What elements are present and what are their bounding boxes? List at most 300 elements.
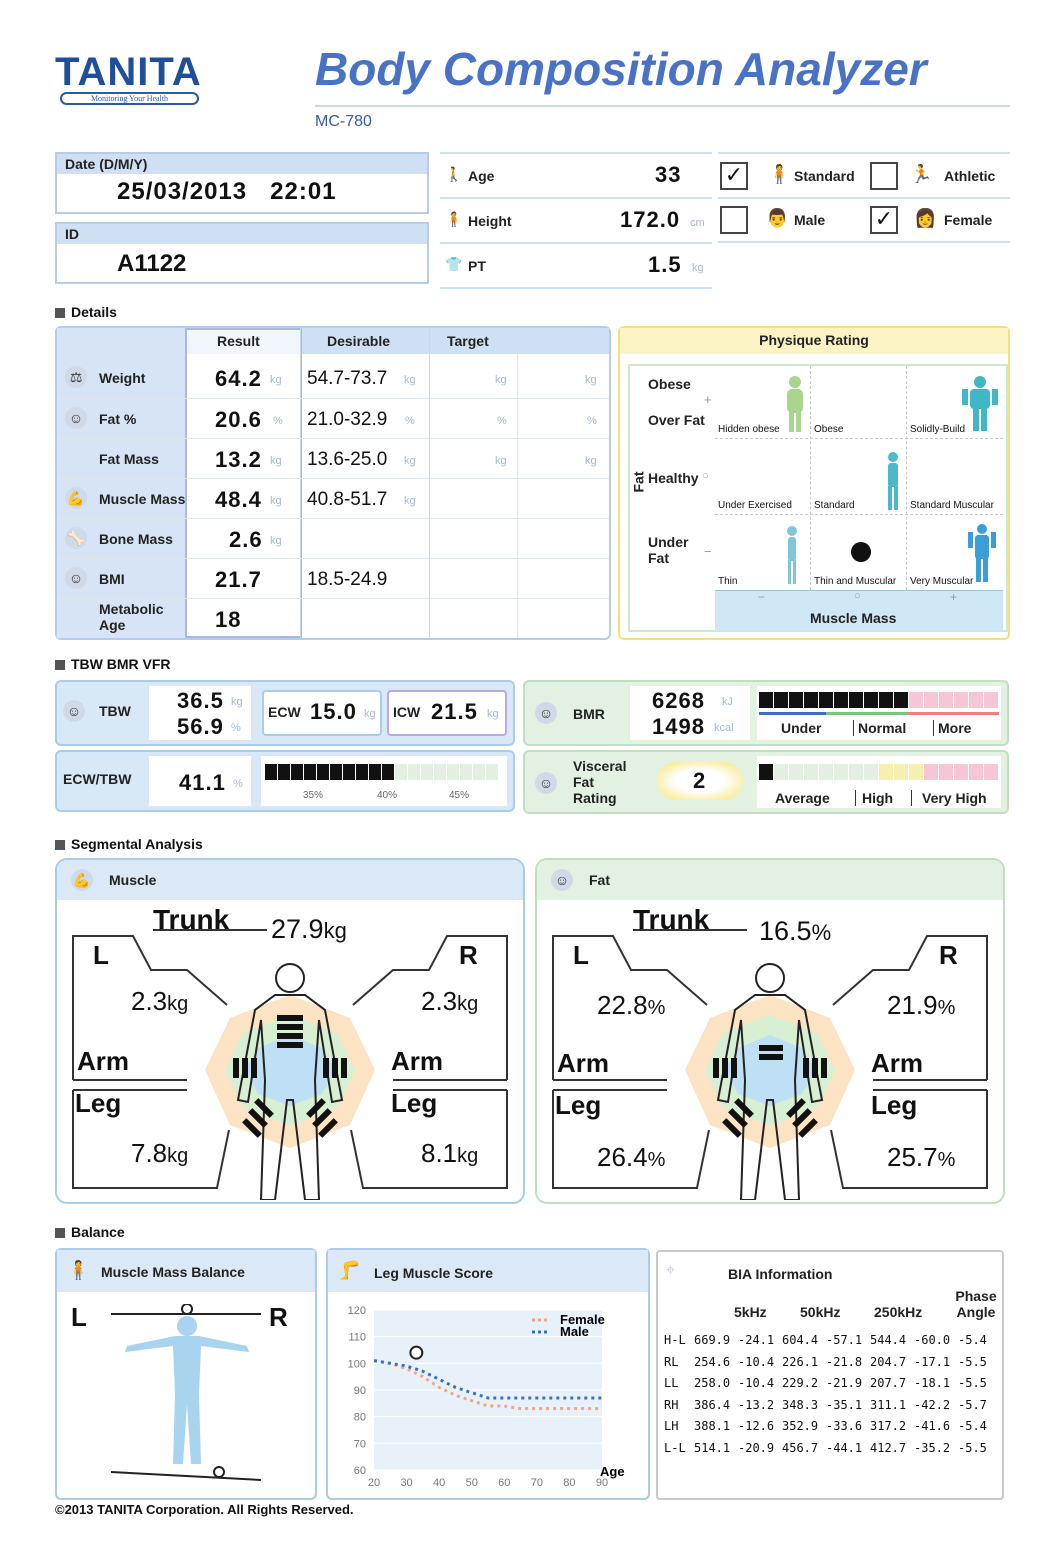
body-fat-icon: ☺ xyxy=(65,407,87,429)
fat-left-arm-unit: % xyxy=(647,997,666,1019)
bia-hl-label: H-L xyxy=(664,1333,686,1347)
tbw-pct-unit: % xyxy=(231,722,241,734)
bar-segment xyxy=(864,764,878,780)
bar-segment xyxy=(759,764,773,780)
bia-l-l-5k-r: 514.1 xyxy=(694,1440,731,1455)
bia-ll-50k-r: 229.2 xyxy=(782,1376,819,1390)
bia-5khz-header: 5kHz xyxy=(734,1304,767,1320)
tick-40: 40% xyxy=(377,790,398,801)
female-icon: 👩 xyxy=(914,208,937,228)
bia-ll-5k-r: 258.0 xyxy=(694,1376,731,1390)
muscle-left-arm-unit: kg xyxy=(167,993,189,1015)
bia-lh-50k-r: 352.9 xyxy=(782,1419,819,1433)
bar-segment xyxy=(789,764,803,780)
bmr-scale-line xyxy=(759,712,999,715)
leg-icon: 🦵 xyxy=(338,1260,361,1280)
fat-right-leg-value xyxy=(887,1142,955,1173)
bia-l-l-label: L-L xyxy=(664,1440,686,1455)
bone-mass-row xyxy=(57,518,609,559)
female-checkbox[interactable]: ✓ xyxy=(870,206,898,234)
bar-segment xyxy=(265,764,277,780)
bia-lh-label: LH xyxy=(664,1419,679,1433)
bia-50khz-header: 50kHz xyxy=(800,1304,841,1320)
fat-pct-label: Fat % xyxy=(99,411,137,427)
cell-under-exercised: Under Exercised xyxy=(718,500,792,511)
muscle-right-arm-number: 2.3 xyxy=(421,986,458,1016)
standard-figure-icon xyxy=(882,450,904,514)
bar-segment xyxy=(434,764,446,780)
bia-rl-50k-r: 226.1 xyxy=(782,1354,819,1369)
fat-right-arm-number: 21.9 xyxy=(887,990,938,1020)
bia-rh-phase: -5.7 xyxy=(958,1397,987,1412)
pt-label: PT xyxy=(468,258,486,274)
bia-rh-50k-x: -35.1 xyxy=(826,1397,863,1412)
fat-mass-unit: kg xyxy=(270,455,282,467)
vfr-very-high: Very High xyxy=(911,790,987,806)
age-row xyxy=(440,154,712,199)
bar-segment xyxy=(460,764,472,780)
bar-segment xyxy=(984,692,998,708)
bia-hl-250k-r: 544.4 xyxy=(870,1333,907,1347)
tbw-body-icon: ☺ xyxy=(63,700,85,722)
fat-pct-row xyxy=(57,398,609,439)
mmb-title: Muscle Mass Balance xyxy=(101,1264,245,1280)
underfat-row-label: Under Fat xyxy=(648,534,689,566)
height-row xyxy=(440,199,712,244)
bia-ll-50k-x: -21.9 xyxy=(826,1376,863,1390)
cell-thin: Thin xyxy=(718,576,738,587)
fat-pct-desirable: 21.0-32.9 xyxy=(307,409,388,430)
bmr-segments xyxy=(759,692,999,713)
male-checkbox[interactable] xyxy=(720,206,748,234)
bar-segment xyxy=(864,692,878,708)
bia-l-l-5k-x: -20.9 xyxy=(738,1440,775,1455)
muscle-trunk-value xyxy=(271,914,347,945)
muscle-axis-minus: − xyxy=(758,590,766,604)
fat-left-leg-value xyxy=(597,1142,665,1173)
bia-hl-50k-x: -57.1 xyxy=(826,1333,863,1347)
bar-segment xyxy=(789,692,803,708)
bia-lh-5k-r: 388.1 xyxy=(694,1419,731,1433)
bia-rl-250k-r: 204.7 xyxy=(870,1354,907,1369)
lms-title: Leg Muscle Score xyxy=(374,1265,494,1281)
bmr-more: More xyxy=(933,720,971,736)
muscle-right-arm-label: Arm xyxy=(391,1046,444,1076)
bar-segment xyxy=(382,764,394,780)
bar-segment xyxy=(278,764,290,780)
muscle-segment-panel xyxy=(55,858,525,1204)
profile-metrics xyxy=(440,152,712,284)
ecw-tbw-value-box xyxy=(149,756,251,806)
muscle-trunk-number: 27.9 xyxy=(271,914,324,944)
female-label: Female xyxy=(944,212,993,228)
bia-row-rh xyxy=(664,1395,987,1417)
fat-right-arm-label: Arm xyxy=(871,1048,924,1078)
fat-mass-desirable-unit: kg xyxy=(404,455,416,467)
fat-axis-zero: ○ xyxy=(702,470,709,482)
bia-rh-5k-x: -13.2 xyxy=(738,1397,775,1412)
metabolic-age-result: 18 xyxy=(215,607,242,632)
bar-segment xyxy=(894,692,908,708)
icw-label: ICW xyxy=(393,704,421,720)
bmr-kj: 6268 xyxy=(652,688,705,713)
ecw-tbw-panel xyxy=(55,750,515,812)
y-tick-label: 60 xyxy=(353,1465,366,1477)
muscle-trunk-unit: kg xyxy=(323,918,347,943)
muscle-left-arm-value xyxy=(131,986,188,1017)
target-header: Target xyxy=(447,333,489,349)
bone-mass-unit: kg xyxy=(270,535,282,547)
x-tick-label: 90 xyxy=(595,1477,609,1489)
bar-segment xyxy=(879,692,893,708)
muscle-mass-axis-label: Muscle Mass xyxy=(810,610,897,626)
x-tick-label: 50 xyxy=(465,1477,478,1489)
report-title: Body Composition Analyzer xyxy=(315,43,927,95)
bia-hl-5k-x: -24.1 xyxy=(738,1333,775,1347)
height-icon: 🧍 xyxy=(445,211,463,227)
clothing-icon: 👕 xyxy=(445,256,463,272)
bmr-body-icon: ☺ xyxy=(535,702,557,724)
vfr-average: Average xyxy=(775,790,830,806)
bone-mass-label: Bone Mass xyxy=(99,531,173,547)
height-unit: cm xyxy=(690,217,705,229)
fat-mass-label: Fat Mass xyxy=(99,451,159,467)
bar-segment xyxy=(804,764,818,780)
muscle-icon: 💪 xyxy=(65,487,87,509)
mmb-right-R: R xyxy=(269,1302,288,1332)
pt-value: 1.5 xyxy=(648,252,682,277)
bar-segment xyxy=(909,692,923,708)
user-score-point xyxy=(410,1347,422,1359)
bmi-desirable: 18.5-24.9 xyxy=(307,569,388,590)
fat-trunk-unit: % xyxy=(811,920,832,945)
weight-row xyxy=(57,358,609,398)
bia-title: BIA Information xyxy=(728,1266,833,1282)
thin-figure-icon xyxy=(782,524,802,588)
fat-trunk-value xyxy=(759,916,831,947)
fat-left-leg-label: Leg xyxy=(555,1090,602,1120)
y-tick-label: 100 xyxy=(347,1358,366,1371)
bar-segment xyxy=(447,764,459,780)
visceral-fat-label: Visceral Fat Rating xyxy=(573,758,627,806)
bmi-result: 21.7 xyxy=(215,567,262,592)
bar-segment xyxy=(924,764,938,780)
metabolic-age-row xyxy=(57,598,609,637)
fat-pct-unit: % xyxy=(273,415,283,427)
fat-mass-desirable: 13.6-25.0 xyxy=(307,449,388,470)
visceral-fat-value: 2 xyxy=(693,768,707,793)
bia-rl-phase: -5.5 xyxy=(958,1354,987,1369)
bia-rl-50k-x: -21.8 xyxy=(826,1354,863,1369)
fat-body-icon: ☺ xyxy=(551,869,573,891)
bar-segment xyxy=(969,692,983,708)
bar-segment xyxy=(849,692,863,708)
tbw-panel xyxy=(55,680,515,746)
bia-hl-250k-x: -60.0 xyxy=(914,1333,951,1347)
fat-panel-title: Fat xyxy=(589,872,610,888)
muscle-left-arm-label: Arm xyxy=(77,1046,130,1076)
scale-icon: ⚖ xyxy=(65,366,87,388)
bia-rl-5k-r: 254.6 xyxy=(694,1354,731,1369)
fat-right-R: R xyxy=(939,940,958,970)
muscle-panel-title: Muscle xyxy=(109,872,157,888)
metabolic-age-label: Metabolic Age xyxy=(99,601,164,633)
vfr-high: High xyxy=(855,790,893,806)
body-type-options xyxy=(718,152,1010,242)
physique-title: Physique Rating xyxy=(759,332,869,348)
muscle-axis-zero: ○ xyxy=(854,590,861,602)
standard-checkbox[interactable]: ✓ xyxy=(720,162,748,190)
muscle-mass-row xyxy=(57,478,609,519)
bia-ll-label: LL xyxy=(664,1376,679,1390)
physique-grid xyxy=(628,364,1008,632)
balance-figure xyxy=(97,1304,277,1494)
bmr-kcal-unit: kcal xyxy=(714,722,734,734)
bia-lh-5k-x: -12.6 xyxy=(738,1419,775,1433)
grid-col-1 xyxy=(810,366,812,590)
tbw-pct: 56.9 xyxy=(177,714,224,739)
fat-right-leg-number: 25.7 xyxy=(887,1142,938,1172)
bar-segment xyxy=(304,764,316,780)
fat-trunk-number: 16.5 xyxy=(759,916,812,946)
bmi-icon: ☺ xyxy=(65,567,87,589)
weight-desirable: 54.7-73.7 xyxy=(307,368,388,389)
bia-hl-50k-r: 604.4 xyxy=(782,1333,819,1347)
athletic-label: Athletic xyxy=(944,168,996,184)
female-legend-label: Female xyxy=(560,1312,605,1327)
balance-person-icon: 🧍 xyxy=(67,1260,90,1280)
age-label: Age xyxy=(468,168,495,184)
bar-segment xyxy=(924,692,938,708)
obese-row-label: Obese xyxy=(648,376,691,392)
bar-segment xyxy=(969,764,983,780)
vfr-bar xyxy=(757,756,1001,808)
bmr-label: BMR xyxy=(573,706,605,722)
bar-segment xyxy=(909,764,923,780)
fat-mass-target-unit-2: kg xyxy=(585,455,597,467)
bar-segment xyxy=(774,692,788,708)
id-value: A1122 xyxy=(117,250,187,277)
title-divider xyxy=(315,105,1010,107)
bar-segment xyxy=(954,692,968,708)
bar-segment xyxy=(939,692,953,708)
details-section-title: Details xyxy=(55,304,117,320)
bia-l-l-50k-x: -44.1 xyxy=(826,1440,863,1455)
cell-standard-muscular: Standard Muscular xyxy=(910,500,994,511)
bar-segment xyxy=(774,764,788,780)
fat-segment-panel xyxy=(535,858,1005,1204)
age-value: 33 xyxy=(655,162,682,187)
bia-hl-5k-r: 669.9 xyxy=(694,1333,731,1347)
bia-l-l-50k-r: 456.7 xyxy=(782,1440,819,1455)
bia-rh-5k-r: 386.4 xyxy=(694,1397,731,1412)
bia-lh-250k-x: -41.6 xyxy=(914,1419,951,1433)
muscle-mass-unit: kg xyxy=(270,495,282,507)
ecw-label: ECW xyxy=(268,704,301,720)
fat-left-arm-value xyxy=(597,990,665,1021)
fat-axis-minus: − xyxy=(704,544,712,559)
bmr-panel xyxy=(523,680,1009,746)
age-icon: 🚶 xyxy=(445,166,463,182)
bia-l-l-250k-x: -35.2 xyxy=(914,1440,951,1455)
bar-segment xyxy=(759,692,773,708)
bia-row-ll xyxy=(664,1373,987,1395)
bmr-normal: Normal xyxy=(853,720,906,736)
fat-trunk-label: Trunk xyxy=(633,904,710,935)
bar-segment xyxy=(819,764,833,780)
ecw-value: 15.0 xyxy=(310,699,357,724)
bar-segment xyxy=(473,764,485,780)
muscle-mass-balance-panel xyxy=(55,1248,317,1500)
muscle-left-arm-number: 2.3 xyxy=(131,986,168,1016)
bmi-label: BMI xyxy=(99,571,125,587)
bia-lh-50k-x: -33.6 xyxy=(826,1419,863,1433)
bar-segment xyxy=(849,764,863,780)
height-value: 172.0 xyxy=(620,207,681,232)
weight-target-unit-2: kg xyxy=(585,374,597,386)
bar-segment xyxy=(317,764,329,780)
y-tick-label: 90 xyxy=(353,1385,366,1397)
male-icon: 👨 xyxy=(766,208,789,228)
cell-solidly-build: Solidly-Build xyxy=(910,424,966,435)
muscle-right-arm-unit: kg xyxy=(457,993,479,1015)
tbw-values xyxy=(149,686,251,740)
fat-left-arm-label: Arm xyxy=(557,1048,610,1078)
muscle-axis-plus: + xyxy=(950,590,958,604)
bar-segment xyxy=(343,764,355,780)
bia-ll-250k-r: 207.7 xyxy=(870,1376,907,1390)
y-tick-label: 80 xyxy=(353,1411,366,1424)
hidden-obese-figure-icon xyxy=(780,374,810,434)
muscle-left-leg-unit: kg xyxy=(167,1145,189,1167)
athletic-checkbox[interactable] xyxy=(870,162,898,190)
details-table xyxy=(55,326,611,640)
date-value: 25/03/2013 xyxy=(117,178,248,205)
bia-row-rl xyxy=(664,1352,987,1374)
x-tick-label: 40 xyxy=(433,1477,446,1489)
fat-right-arm-unit: % xyxy=(937,997,956,1019)
fat-left-leg-unit: % xyxy=(647,1149,666,1171)
fat-pct-desirable-unit: % xyxy=(405,415,415,427)
height-label: Height xyxy=(468,213,512,229)
fat-left-leg-number: 26.4 xyxy=(597,1142,648,1172)
bia-rh-250k-r: 311.1 xyxy=(870,1397,907,1412)
ecw-tbw-unit: % xyxy=(233,778,243,790)
cell-very-muscular: Very Muscular xyxy=(910,576,974,587)
fat-right-leg-unit: % xyxy=(937,1149,956,1171)
bia-rh-label: RH xyxy=(664,1397,679,1412)
result-header: Result xyxy=(217,333,260,349)
ecw-tbw-value: 41.1 xyxy=(179,770,226,795)
tanita-tagline: Monitoring Your Health xyxy=(60,92,199,105)
bar-segment xyxy=(984,764,998,780)
visceral-fat-badge xyxy=(657,762,743,800)
y-tick-label: 110 xyxy=(348,1331,366,1344)
muscle-trunk-label: Trunk xyxy=(153,904,230,935)
tbw-label: TBW xyxy=(99,703,131,719)
overfat-row-label: Over Fat xyxy=(648,412,705,428)
bia-row-l-l xyxy=(664,1438,987,1460)
bmr-under: Under xyxy=(781,720,822,736)
bia-rh-250k-x: -42.2 xyxy=(914,1397,951,1412)
visceral-body-icon: ☺ xyxy=(535,772,557,794)
tbw-kg-unit: kg xyxy=(231,696,243,708)
bmr-bar xyxy=(757,686,1001,740)
ecw-tbw-segments xyxy=(265,764,499,785)
icw-unit: kg xyxy=(487,708,499,720)
vfr-segments xyxy=(759,764,999,785)
male-legend-label: Male xyxy=(560,1324,589,1339)
bmr-kcal: 1498 xyxy=(652,714,705,739)
athletic-person-icon: 🏃 xyxy=(910,164,933,184)
cell-standard: Standard xyxy=(814,500,855,511)
bar-segment xyxy=(291,764,303,780)
fat-mass-target-unit-1: kg xyxy=(495,455,507,467)
bmi-row xyxy=(57,558,609,599)
muscle-left-leg-value xyxy=(131,1138,188,1169)
muscle-right-leg-unit: kg xyxy=(457,1145,479,1167)
weight-desirable-unit: kg xyxy=(404,374,416,386)
bia-l-l-250k-r: 412.7 xyxy=(870,1440,907,1455)
bia-phase-angle-header: Phase Angle xyxy=(955,1288,997,1320)
bia-250khz-header: 250kHz xyxy=(874,1304,923,1320)
fat-axis-label: Fat xyxy=(630,471,647,493)
icw-value: 21.5 xyxy=(431,699,478,724)
muscle-right-arm-value xyxy=(421,986,478,1017)
bar-segment xyxy=(408,764,420,780)
bia-l-l-phase: -5.5 xyxy=(958,1440,987,1455)
pt-unit: kg xyxy=(692,262,704,274)
bia-hl-phase: -5.4 xyxy=(958,1333,987,1347)
bia-information-panel xyxy=(656,1250,1004,1500)
bar-segment xyxy=(330,764,342,780)
bia-rl-250k-x: -17.1 xyxy=(914,1354,951,1369)
bmr-kj-unit: kJ xyxy=(722,696,733,708)
cell-thin-and-muscular: Thin and Muscular xyxy=(814,576,897,587)
tbw-kg: 36.5 xyxy=(177,688,224,713)
fat-pct-result: 20.6 xyxy=(215,407,262,432)
bar-segment xyxy=(395,764,407,780)
muscle-right-leg-label: Leg xyxy=(391,1088,438,1118)
bmr-values xyxy=(630,686,750,740)
bia-ll-5k-x: -10.4 xyxy=(738,1376,775,1390)
bar-segment xyxy=(356,764,368,780)
fat-right-arm-value xyxy=(887,990,955,1021)
bia-table xyxy=(664,1330,987,1459)
bar-segment xyxy=(804,692,818,708)
healthy-row-label: Healthy xyxy=(648,470,699,486)
bia-ll-phase: -5.5 xyxy=(958,1376,987,1390)
muscle-right-leg-number: 8.1 xyxy=(421,1138,458,1168)
muscle-right-leg-value xyxy=(421,1138,478,1169)
x-tick-label: 30 xyxy=(400,1477,413,1489)
bar-segment xyxy=(939,764,953,780)
fat-pct-target-unit-1: % xyxy=(497,415,507,427)
mmb-left-L: L xyxy=(71,1302,87,1332)
physique-rating-panel xyxy=(618,326,1010,640)
muscle-flex-icon: 💪 xyxy=(71,869,93,891)
fat-left-L: L xyxy=(573,940,589,970)
male-label: Male xyxy=(794,212,826,228)
id-label: ID xyxy=(57,224,427,244)
leg-muscle-score-chart xyxy=(328,1292,648,1496)
ecw-box xyxy=(262,690,382,736)
tanita-logo: TANITA xyxy=(55,50,202,94)
bar-segment xyxy=(954,764,968,780)
ecw-tbw-bar xyxy=(261,756,507,806)
standard-label: Standard xyxy=(794,168,855,184)
bone-mass-result: 2.6 xyxy=(229,527,263,552)
